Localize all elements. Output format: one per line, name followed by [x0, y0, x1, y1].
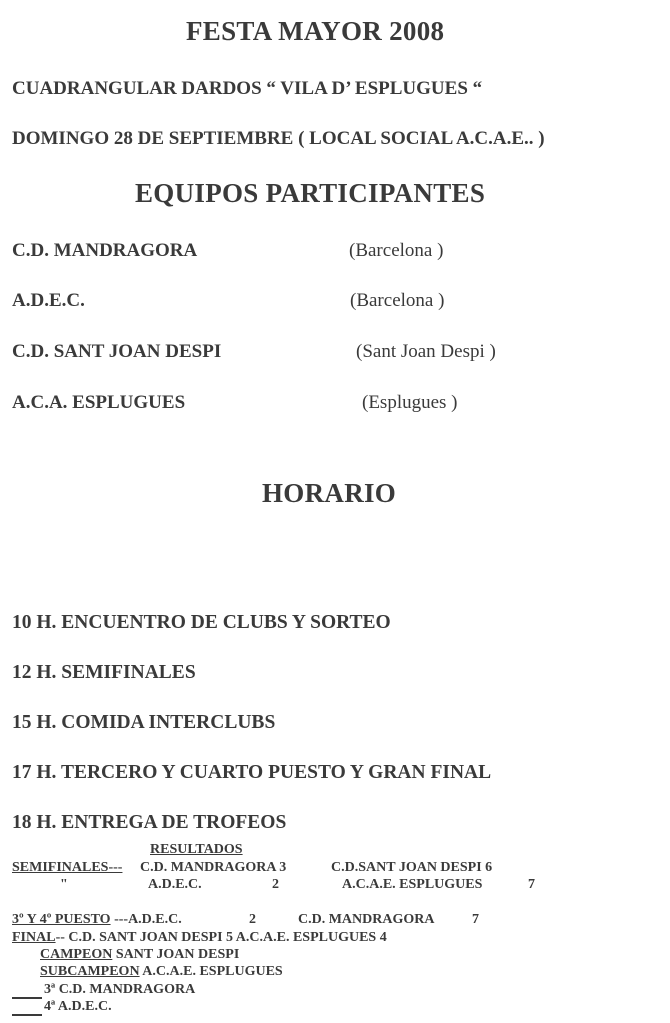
- champion-team: SANT JOAN DESPI: [112, 947, 240, 962]
- schedule-item: 18 H. ENTREGA DE TROFEOS: [12, 812, 287, 833]
- semi1-team-a: C.D. MANDRAGORA 3: [140, 860, 287, 875]
- final-match: [12, 930, 387, 946]
- third-place-label: 3º Y 4º PUESTO: [12, 912, 111, 927]
- team-city: (Barcelona ): [349, 240, 444, 261]
- third-place-score-b: 7: [472, 912, 479, 927]
- third-place-team-a: ---A.D.E.C.: [110, 912, 182, 927]
- team-city: (Barcelona ): [350, 290, 445, 311]
- event-name: CUADRANGULAR DARDOS “ VILA D’ ESPLUGUES “: [12, 78, 483, 99]
- semi2-team-a: A.D.E.C.: [148, 877, 202, 892]
- rule-line: [12, 1014, 42, 1016]
- semi2-score-b: 7: [528, 877, 535, 892]
- team-city: (Sant Joan Despi ): [356, 341, 496, 362]
- team-name: A.D.E.C.: [12, 290, 85, 311]
- semi1-team-b: C.D.SANT JOAN DESPI 6: [331, 860, 493, 875]
- schedule-item: 12 H. SEMIFINALES: [12, 662, 196, 683]
- semifinals-label: SEMIFINALES---: [12, 860, 123, 875]
- schedule-item: 17 H. TERCERO Y CUARTO PUESTO Y GRAN FINAL: [12, 762, 492, 783]
- semi2-score-a: 2: [272, 877, 279, 892]
- team-name: C.D. SANT JOAN DESPI: [12, 341, 222, 362]
- event-date-place: DOMINGO 28 DE SEPTIEMBRE ( LOCAL SOCIAL A.C.A.E.. ): [12, 128, 545, 149]
- rule-line: [12, 997, 42, 999]
- team-city: (Esplugues ): [362, 392, 458, 413]
- runnerup-label: SUBCAMPEON: [40, 964, 140, 979]
- results-heading: RESULTADOS: [150, 842, 243, 857]
- fourth-place-final: 4ª A.D.E.C.: [44, 999, 112, 1014]
- third-place-score-a: 2: [249, 912, 256, 927]
- runnerup-line: [40, 964, 283, 980]
- third-place-match: [12, 912, 182, 928]
- schedule-heading: HORARIO: [262, 478, 397, 508]
- ditto-mark: ": [60, 877, 68, 892]
- team-name: A.C.A. ESPLUGUES: [12, 392, 186, 413]
- page-title: FESTA MAYOR 2008: [186, 16, 445, 46]
- schedule-item: 15 H. COMIDA INTERCLUBS: [12, 712, 276, 733]
- team-name: C.D. MANDRAGORA: [12, 240, 198, 261]
- final-label: FINAL: [12, 930, 56, 945]
- third-place-final: 3ª C.D. MANDRAGORA: [44, 982, 196, 997]
- champion-label: CAMPEON: [40, 947, 113, 962]
- third-place-team-b: C.D. MANDRAGORA: [298, 912, 435, 927]
- schedule-item: 10 H. ENCUENTRO DE CLUBS Y SORTEO: [12, 612, 391, 633]
- final-result: -- C.D. SANT JOAN DESPI 5 A.C.A.E. ESPLUGUES 4: [55, 930, 387, 945]
- semi2-team-b: A.C.A.E. ESPLUGUES: [342, 877, 483, 892]
- teams-heading: EQUIPOS PARTICIPANTES: [135, 178, 486, 208]
- runnerup-team: A.C.A.E. ESPLUGUES: [139, 964, 283, 979]
- champion-line: [40, 947, 239, 963]
